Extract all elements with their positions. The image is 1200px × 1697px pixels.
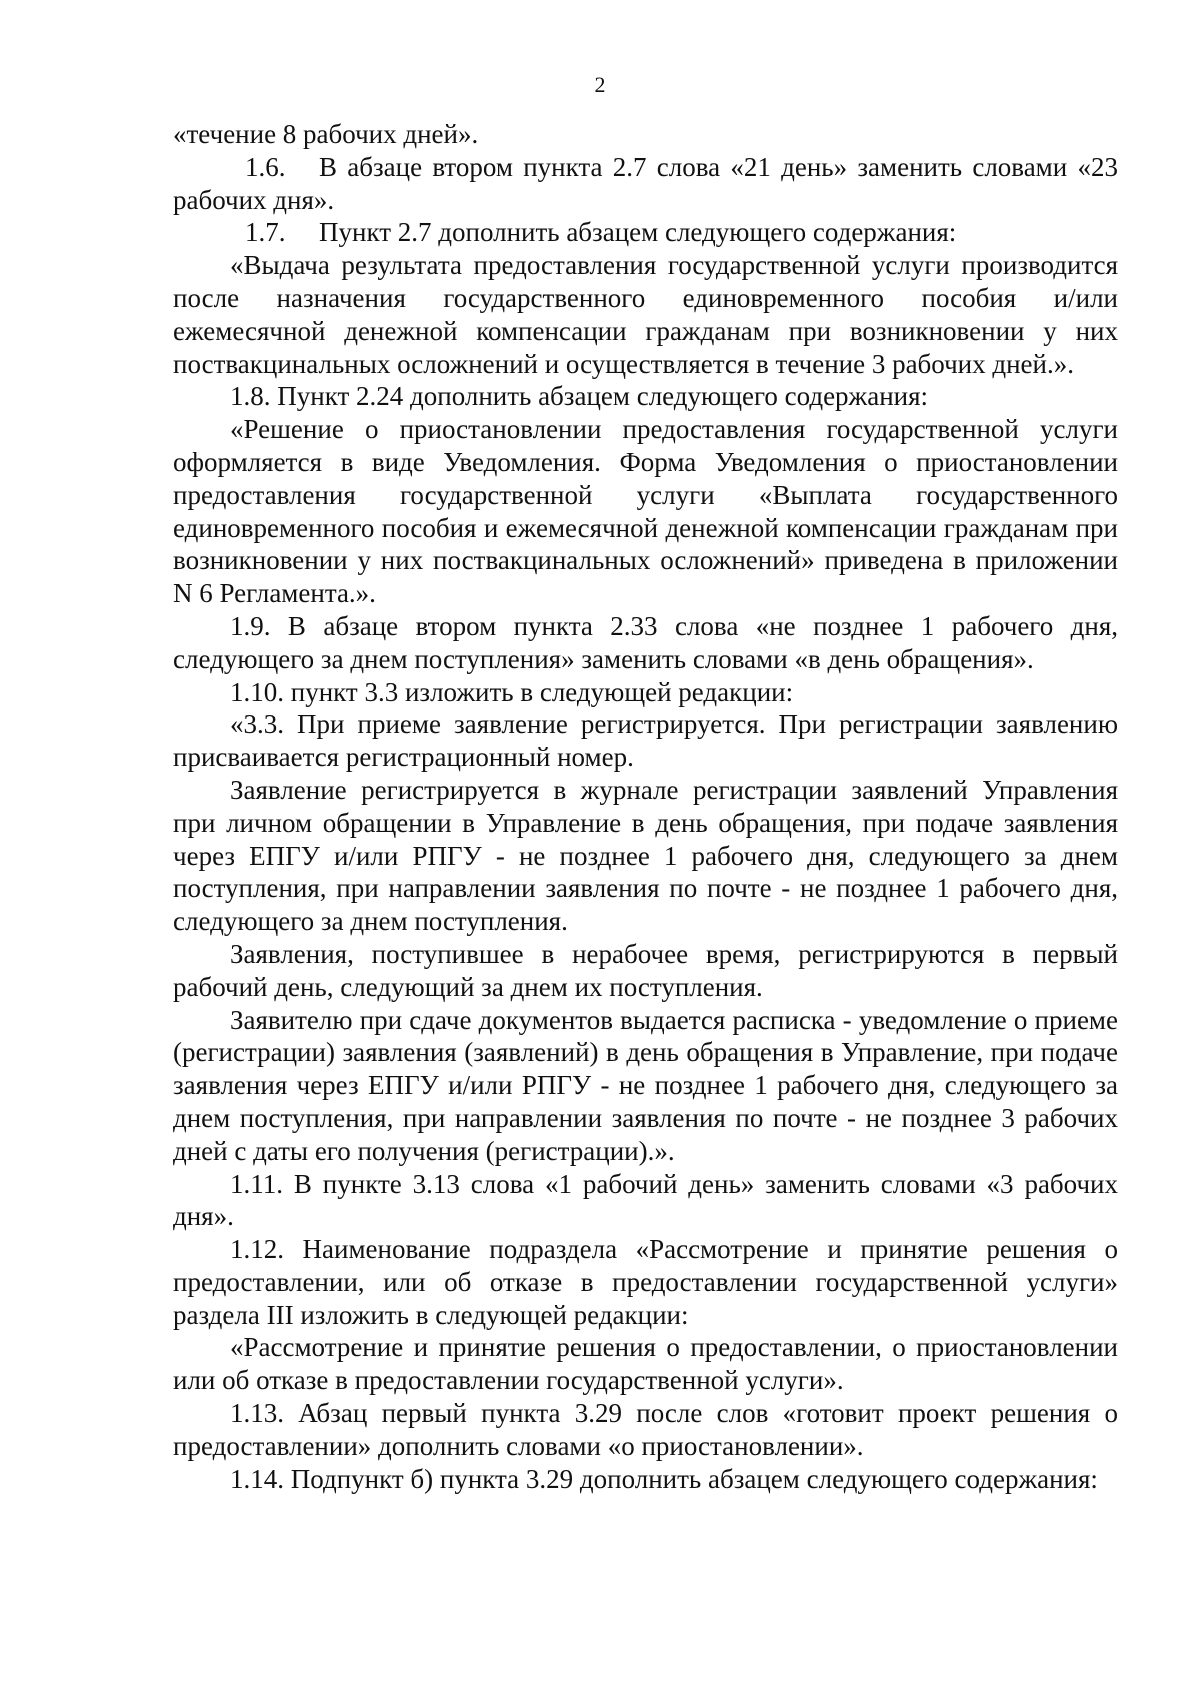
paragraph: 1.13. Абзац первый пункта 3.29 после слов «готовит проект решения о предоставлении» дополнить словами «о приостановлении». [173, 1398, 1118, 1461]
item-text: Пункт 2.7 дополнить абзацем следующего содержания: [319, 217, 957, 248]
item-text: В абзаце втором пункта 2.7 слова «21 день» заменить словами «23 рабочих дня». [173, 151, 1118, 215]
list-item [173, 151, 1118, 217]
paragraph: «Выдача результата предоставления государственной услуги производится после назначения государственного единовременного пособия и/или ежемесячной денежной компенсации гражданам при возникновении у них поствакцинальных осложнений и осуществляется в течение 3 рабочих дней.». [173, 250, 1118, 379]
paragraph: «Решение о приостановлении предоставления государственной услуги оформляется в виде Уведомления. Форма Уведомления о приостановлении предоставления государственной услуги «Выплата государственного единовременного пособия и ежемесячной денежной компенсации гражданам при возникновении у них поствакцинальных осложнений» приведена в приложении N 6 Регламента.». [173, 414, 1118, 609]
list-item [173, 216, 1118, 249]
paragraph: «Рассмотрение и принятие решения о предоставлении, о приостановлении или об отказе в предоставлении государственной услуги». [173, 1332, 1118, 1396]
page-number: 2 [594, 72, 606, 97]
item-number: 1.7. [245, 217, 286, 248]
paragraph: 1.9. В абзаце втором пункта 2.33 слова «не позднее 1 рабочего дня, следующего за днем поступления» заменить словами «в день обращения». [173, 610, 1118, 674]
paragraph: 1.12. Наименование подраздела «Рассмотрение и принятие решения о предоставлении, или об отказе в предоставлении государственной услуги» раздела III изложить в следующей редакции: [173, 1234, 1118, 1330]
paragraph: Заявителю при сдаче документов выдается расписка - уведомление о приеме (регистрации) заявления (заявлений) в день обращения в Управление, при подаче заявления через ЕПГУ и/или РПГУ - не позднее 1 рабочего дня, следующего за днем поступления, при направлении заявления по почте - не позднее 3 рабочих дней с даты его получения (регистрации).». [173, 1004, 1118, 1166]
paragraph: Заявление регистрируется в журнале регистрации заявлений Управления при личном обращении в Управление в день обращения, при подаче заявления через ЕПГУ и/или РПГУ - не позднее 1 рабочего дня, следующего за днем поступления, при направлении заявления по почте - не позднее 1 рабочего дня, следующего за днем поступления. [173, 774, 1118, 937]
paragraph: «течение 8 рабочих дней». [173, 119, 479, 149]
paragraph: 1.10. пункт 3.3 изложить в следующей редакции: [230, 676, 794, 707]
paragraph: 1.11. В пункте 3.13 слова «1 рабочий день» заменить словами «3 рабочих дня». [173, 1168, 1118, 1232]
item-number: 1.6. [245, 151, 286, 182]
paragraph: 1.14. Подпункт б) пункта 3.29 дополнить абзацем следующего содержания: [230, 1463, 1098, 1494]
paragraph: «3.3. При приеме заявление регистрируется. При регистрации заявлению присваивается регистрационный номер. [173, 709, 1118, 773]
paragraph: 1.8. Пункт 2.24 дополнить абзацем следующего содержания: [230, 381, 929, 412]
paragraph: Заявления, поступившее в нерабочее время, регистрируются в первый рабочий день, следующий за днем их поступления. [173, 938, 1118, 1002]
document-body [173, 118, 1118, 1495]
